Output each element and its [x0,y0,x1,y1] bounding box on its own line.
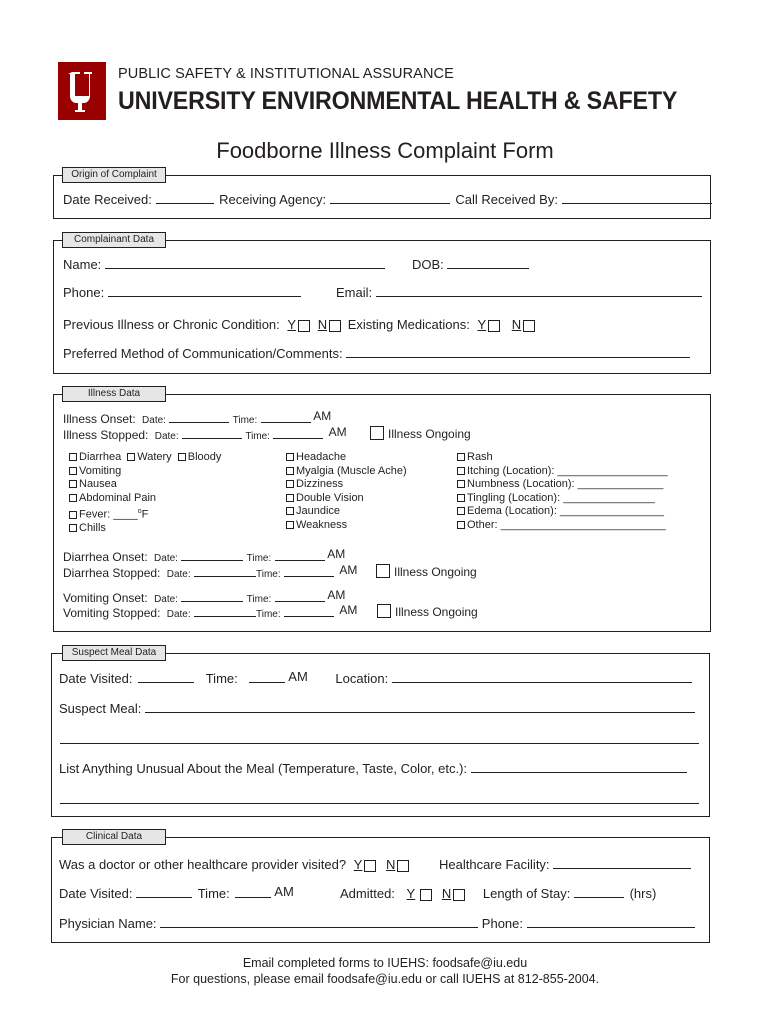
diarrhea-stopped-time-label: Time: [256,569,281,580]
diarrhea-ongoing-row [376,564,477,579]
diarrhea-onset-time-label: Time: [246,553,272,564]
physician-label: Physician Name: [59,916,157,931]
symptom-itching: Itching (Location): __________________ [457,465,668,479]
iu-logo [58,62,106,120]
abdominal-pain-checkbox[interactable] [69,494,77,502]
weakness-checkbox[interactable] [286,521,294,529]
fever-checkbox[interactable] [69,511,77,519]
meal-date-label: Date Visited: [59,671,133,686]
illness-onset-label: Illness Onset: [63,412,136,426]
phone-field[interactable] [108,286,301,297]
form-title: Foodborne Illness Complaint Form [216,138,554,163]
illness-onset-date-label: Date: [142,415,166,426]
vomiting-stopped-time-label: Time: [256,609,281,620]
diarrhea-ongoing-checkbox[interactable] [376,564,390,578]
double-vision-checkbox[interactable] [286,494,294,502]
length-of-stay-label: Length of Stay: [482,886,571,901]
vomiting-checkbox[interactable] [69,467,77,475]
name-label: Name: [63,257,102,272]
illness-ongoing-row [370,426,471,441]
symptom-weakness: Weakness [286,519,407,533]
fahrenheit-label: F [141,508,149,521]
call-received-by-label: Call Received By: [455,192,558,207]
clinical-time-label: Time: [197,886,230,901]
meal-time-label: Time: [205,671,238,686]
call-received-by-field[interactable] [562,193,712,204]
receiving-agency-label: Receiving Agency: [219,192,327,207]
chills-checkbox[interactable] [69,524,77,532]
symptom-fever: Fever: ____$^o$F [69,505,221,522]
symptoms-col1 [69,451,221,536]
meds-yes-checkbox[interactable] [488,320,500,332]
dob-field[interactable] [447,258,529,269]
admitted-row [340,886,656,901]
vomiting-stopped-date-label: Date: [166,609,191,620]
vomiting-stopped-label: Vomiting Stopped: [63,606,161,620]
prev-illness-yes-checkbox[interactable] [298,320,310,332]
unusual-line-2[interactable] [60,803,699,804]
illness-onset-am: AM [313,409,332,423]
diarrhea-stopped-time-field[interactable] [284,566,334,577]
phone-label: Phone: [63,285,105,300]
illness-onset-date-field[interactable] [169,412,229,423]
clinical-date-row [59,886,294,901]
vomiting-onset-date-label: Date: [154,594,178,605]
admitted-yes-label: Y [406,886,416,901]
illness-onset-row [63,409,332,426]
symptom-other: Other: ___________________________ [457,519,668,533]
other-checkbox[interactable] [457,521,465,529]
receiving-agency-field[interactable] [330,193,450,204]
illness-stopped-time-label: Time: [245,431,270,442]
diarrhea-onset-am: AM [327,547,346,561]
vomiting-onset-time-label: Time: [246,594,272,605]
footer-email-line: Email completed forms to IUEHS: foodsafe@iu.edu [242,956,528,970]
symptoms-col3 [457,451,668,532]
complainant-tab: Complainant Data [62,232,166,248]
phone-row [63,285,301,300]
prev-illness-no-label: N [317,317,328,332]
diarrhea-stopped-row [63,563,358,580]
nausea-checkbox[interactable] [69,480,77,488]
physician-phone-field[interactable] [527,917,695,928]
vomiting-onset-am: AM [327,588,346,602]
vomiting-onset-label: Vomiting Onset: [63,591,148,605]
vomiting-stopped-time-field[interactable] [284,606,334,617]
prev-illness-no-checkbox[interactable] [329,320,341,332]
dob-row [412,257,529,272]
date-received-label: Date Received: [63,192,152,207]
meds-no-label: N [511,317,522,332]
symptom-headache: Headache [286,451,407,465]
prev-illness-yes-label: Y [287,317,297,332]
preferred-field[interactable] [346,347,690,358]
diarrhea-onset-date-field[interactable] [181,550,243,561]
length-of-stay-field[interactable] [574,887,624,898]
itching-checkbox[interactable] [457,467,465,475]
clinical-time-field[interactable] [235,887,271,898]
preferred-row [63,346,690,361]
symptom-jaundice: Jaundice [286,505,407,519]
meal-tab: Suspect Meal Data [62,645,166,661]
suspect-meal-row [59,701,695,716]
dob-label: DOB: [412,257,444,272]
diarrhea-ongoing-label: Illness Ongoing [394,565,477,579]
diarrhea-checkbox[interactable] [69,453,77,461]
vomiting-ongoing-label: Illness Ongoing [395,605,478,619]
meal-location-field[interactable] [392,672,692,683]
illness-stopped-time-field[interactable] [273,428,323,439]
illness-stopped-date-label: Date: [154,431,179,442]
doctor-no-checkbox[interactable] [397,860,409,872]
preferred-label: Preferred Method of Communication/Comments: [63,346,343,361]
origin-tab: Origin of Complaint [62,167,166,183]
diarrhea-stopped-label: Diarrhea Stopped: [63,566,161,580]
existing-meds-label: Existing Medications: [347,317,470,332]
rash-checkbox[interactable] [457,453,465,461]
admitted-label: Admitted: [340,886,395,901]
suspect-meal-line-2[interactable] [60,743,699,744]
illness-tab: Illness Data [62,386,166,402]
meal-am: AM [288,669,308,684]
doctor-yes-label: Y [353,857,363,872]
unusual-field[interactable] [471,762,687,773]
watery-label: Watery [137,451,172,463]
symptom-nausea: Nausea [69,478,221,492]
clinical-tab: Clinical Data [62,829,166,845]
date-received-field[interactable] [156,193,214,204]
meds-yes-label: Y [477,317,487,332]
bloody-label: Bloody [187,451,222,463]
dizziness-checkbox[interactable] [286,480,294,488]
symptom-abdominal-pain: Abdominal Pain [69,492,221,506]
illness-ongoing-checkbox[interactable] [370,426,384,440]
diarrhea-onset-row [63,547,346,564]
clinical-date-label: Date Visited: [59,886,133,901]
symptom-tingling: Tingling (Location): _______________ [457,492,668,506]
date-received-row [63,192,712,207]
suspect-meal-field[interactable] [145,702,695,713]
edema-checkbox[interactable] [457,507,465,515]
vomiting-stopped-am: AM [339,603,358,617]
facility-label: Healthcare Facility: [439,857,550,872]
symptom-rash: Rash [457,451,668,465]
diarrhea-stopped-date-field[interactable] [194,566,256,577]
diarrhea-onset-date-label: Date: [154,553,178,564]
unusual-row [59,761,687,776]
diarrhea-onset-time-field[interactable] [275,550,325,561]
vomiting-onset-date-field[interactable] [181,591,243,602]
illness-stopped-label: Illness Stopped: [63,428,149,442]
bloody-checkbox[interactable] [178,453,186,461]
facility-field[interactable] [553,858,691,869]
symptom-dizziness: Dizziness [286,478,407,492]
name-row [63,257,385,272]
symptoms-col2 [286,451,407,532]
footer-questions-line: For questions, please email foodsafe@iu.edu or call IUEHS at 812-855-2004. [170,972,600,986]
admitted-no-label: N [441,886,452,901]
illness-stopped-date-field[interactable] [182,428,242,439]
vomiting-stopped-row [63,603,358,620]
symptom-diarrhea: Diarrhea Watery Bloody [69,451,221,465]
diarrhea-stopped-date-label: Date: [166,569,191,580]
numbness-checkbox[interactable] [457,480,465,488]
facility-row [439,857,691,872]
symptom-numbness: Numbness (Location): ______________ [457,478,668,492]
physician-field[interactable] [160,917,478,928]
doctor-visited-row [59,857,409,872]
symptom-double-vision: Double Vision [286,492,407,506]
illness-ongoing-label: Illness Ongoing [388,427,471,441]
name-field[interactable] [105,258,385,269]
illness-stopped-row [63,425,347,442]
myalgia-checkbox[interactable] [286,467,294,475]
physician-row [59,916,695,931]
diarrhea-stopped-am: AM [339,563,358,577]
diarrhea-onset-label: Diarrhea Onset: [63,550,148,564]
doctor-yes-checkbox[interactable] [364,860,376,872]
meds-no-checkbox[interactable] [523,320,535,332]
symptom-chills: Chills [69,522,221,536]
symptom-edema: Edema (Location): _________________ [457,505,668,519]
doctor-no-label: N [386,857,396,872]
trident-icon [58,62,106,120]
illness-stopped-am: AM [328,425,347,439]
meal-location-label: Location: [335,671,389,686]
email-field[interactable] [376,286,702,297]
symptom-vomiting: Vomiting [69,465,221,479]
suspect-meal-label: Suspect Meal: [59,701,142,716]
unusual-label: List Anything Unusual About the Meal (Temperature, Taste, Color, etc.): [59,761,468,776]
email-label: Email: [336,285,373,300]
clinical-date-field[interactable] [136,887,192,898]
symptom-myalgia: Myalgia (Muscle Ache) [286,465,407,479]
illness-onset-time-field[interactable] [261,412,311,423]
tingling-checkbox[interactable] [457,494,465,502]
meal-time-field[interactable] [249,672,285,683]
vomiting-stopped-date-field[interactable] [194,606,256,617]
prev-illness-row [63,317,535,332]
jaundice-checkbox[interactable] [286,507,294,515]
email-row [336,285,702,300]
illness-onset-time-label: Time: [232,415,258,426]
meal-date-field[interactable] [138,672,194,683]
vomiting-ongoing-checkbox[interactable] [377,604,391,618]
vomiting-ongoing-row [377,604,478,619]
vomiting-onset-time-field[interactable] [275,591,325,602]
header-title: UNIVERSITY ENVIRONMENTAL HEALTH & SAFETY [118,87,678,115]
admitted-no-checkbox[interactable] [453,889,465,901]
prev-illness-label: Previous Illness or Chronic Condition: [63,317,280,332]
admitted-yes-checkbox[interactable] [420,889,432,901]
vomiting-onset-row [63,588,346,605]
hrs-label: (hrs) [629,886,657,901]
meal-date-row [59,671,692,686]
watery-checkbox[interactable] [127,453,135,461]
degree-symbol: o [137,508,142,515]
headache-checkbox[interactable] [286,453,294,461]
physician-phone-label: Phone: [481,916,523,931]
clinical-am: AM [274,884,294,899]
header-subtitle: PUBLIC SAFETY & INSTITUTIONAL ASSURANCE [118,66,454,82]
doctor-visited-label: Was a doctor or other healthcare provider visited? [59,857,347,872]
